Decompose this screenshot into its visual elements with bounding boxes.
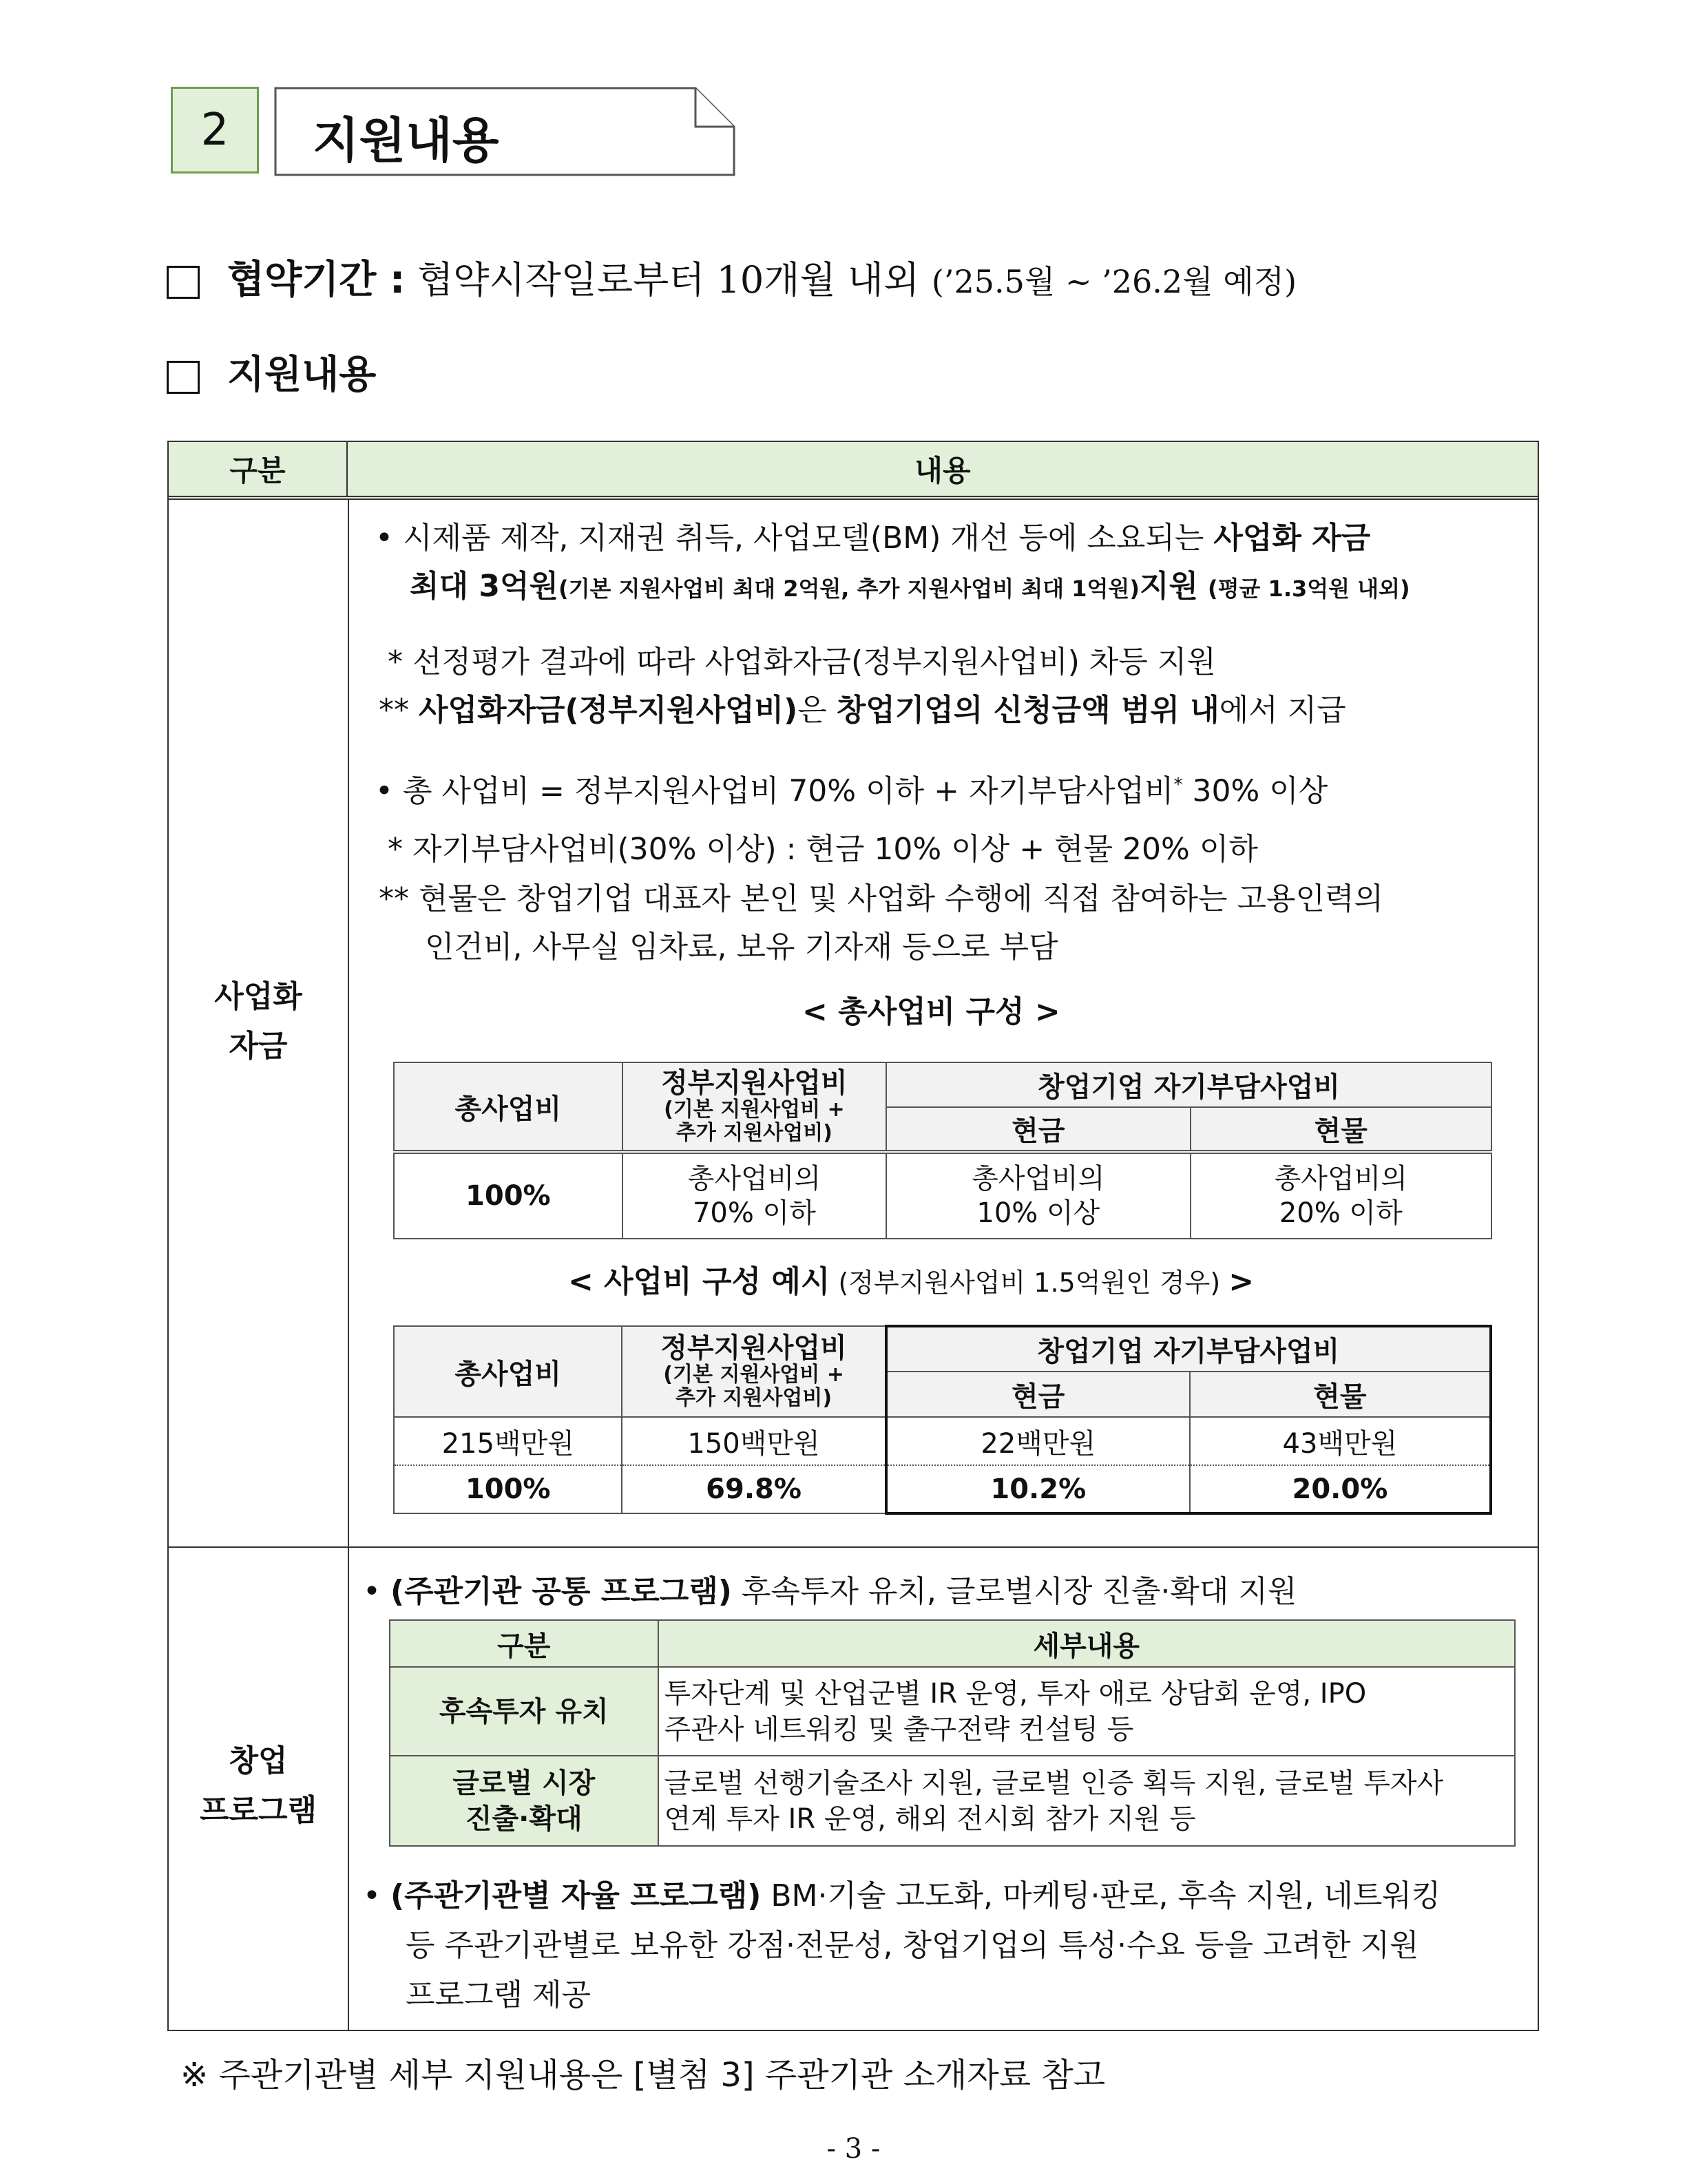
ex-ratio-cash: 10.2% [886,1465,1190,1513]
ex-ratio-gov: 69.8% [622,1465,886,1513]
composition-caption: < 총사업비 구성 > [802,994,1060,1029]
support-heading-line [167,344,376,399]
support-table-header [169,442,1538,500]
prog-r1-detail: 투자단계 및 산업군별 IR 운영, 투자 애로 상담회 운영, IPO 주관사 네트워킹 및 출구전략 컨설팅 등 [658,1667,1515,1756]
note-in-kind-line2: 인건비, 사무실 임차료, 보유 기자재 등으로 부담 [425,930,1058,965]
bullet-autonomous-line3: 프로그램 제공 [406,1977,591,2013]
note-differential: * 선정평가 결과에 따라 사업화자금(정부지원사업비) 차등 지원 [388,644,1216,680]
bullet-autonomous-program: • (주관기관별 자율 프로그램) BM·기술 고도화, 마케팅·판로, 후속 지원, 네트워킹 [363,1878,1441,1913]
ex-h-self: 창업기업 자기부담사업비 [886,1326,1491,1372]
ex-h-total: 총사업비 [394,1326,622,1417]
ex-h-kind: 현물 [1190,1372,1491,1417]
ex-h-cash: 현금 [886,1372,1190,1417]
comp-cash: 총사업비의 10% 이상 [886,1152,1190,1239]
example-table [393,1325,1492,1515]
note-in-kind-line1: ** 현물은 창업기업 대표자 본인 및 사업화 수행에 직접 참여하는 고용인력의 [379,881,1383,916]
ex-ratio-total: 100% [394,1465,622,1513]
comp-total: 100% [394,1152,622,1239]
checkbox-square-icon [167,266,200,299]
period-line [167,249,1297,304]
ex-h-gov: 정부지원사업비 (기본 지원사업비 + 추가 지원사업비) [622,1326,886,1417]
support-heading: 지원내용 [227,353,377,397]
section-title-box [274,87,735,176]
prog-r1-cat: 후속투자 유치 [390,1667,658,1756]
ex-amount-total: 215백만원 [394,1417,622,1465]
bullet-common-program: • (주관기관 공통 프로그램) 후속투자 유치, 글로벌시장 진출·확대 지원 [363,1574,1297,1609]
comp-h-gov: 정부지원사업비 (기본 지원사업비 + 추가 지원사업비) [622,1062,887,1152]
section-title: 지원내용 [313,112,499,169]
support-table [167,441,1539,2031]
bullet-total-cost: • 총 사업비 = 정부지원사업비 70% 이하 + 자기부담사업비* 30% 이상 [375,773,1328,809]
section-number: 2 [171,87,259,174]
row-label-funding: 사업화 자금 [214,979,302,1064]
example-caption: < 사업비 구성 예시 (정부지원사업비 1.5억원인 경우) > [568,1264,1255,1299]
comp-gov: 총사업비의 70% 이하 [622,1152,887,1239]
period-note: (’25.5월 ~ ’26.2월 예정) [931,263,1297,300]
program-table [389,1619,1516,1847]
prog-r2-detail: 글로벌 선행기술조사 지원, 글로벌 인증 획득 지원, 글로벌 투자사 연계 투자 IR 운영, 해외 전시회 참가 지원 등 [658,1756,1515,1846]
composition-table [393,1062,1492,1239]
note-payment: ** 사업화자금(정부지원사업비)은 창업기업의 신청금액 범위 내에서 지급 [379,693,1346,728]
note-self-burden: * 자기부담사업비(30% 이상) : 현금 10% 이상 + 현물 20% 이하 [388,832,1258,867]
comp-h-self: 창업기업 자기부담사업비 [886,1062,1491,1107]
page-number: - 3 - [826,2133,881,2165]
period-label: 협약기간 : [227,258,406,302]
checkbox-square-icon [167,361,200,394]
header-content: 내용 [914,454,971,487]
prog-h-cat: 구분 [390,1620,658,1667]
bullet-autonomous-line2: 등 주관기관별로 보유한 강점·전문성, 창업기업의 특성·수요 등을 고려한 지원 [406,1928,1419,1963]
header-category: 구분 [169,442,348,496]
prog-h-detail: 세부내용 [658,1620,1515,1667]
row-label-program: 창업 프로그램 [199,1743,317,1828]
period-text: 협약시작일로부터 10개월 내외 [417,258,920,302]
ex-amount-cash: 22백만원 [886,1417,1190,1465]
comp-h-cash: 현금 [886,1107,1190,1152]
ex-amount-gov: 150백만원 [622,1417,886,1465]
ex-ratio-kind: 20.0% [1190,1465,1491,1513]
comp-kind: 총사업비의 20% 이하 [1191,1152,1491,1239]
prog-r2-cat: 글로벌 시장 진출·확대 [390,1756,658,1846]
bullet-funding-line1: • 시제품 제작, 지재권 취득, 사업모델(BM) 개선 등에 소요되는 사업화 자금 [375,521,1371,556]
comp-h-kind: 현물 [1191,1107,1491,1152]
ex-amount-kind: 43백만원 [1190,1417,1491,1465]
comp-h-total: 총사업비 [394,1062,622,1152]
bullet-funding-line2: 최대 3억원(기본 지원사업비 최대 2억원, 추가 지원사업비 최대 1억원)지원 (평균 1.3억원 내외) [410,569,1410,604]
footnote: ※ 주관기관별 세부 지원내용은 [별첨 3] 주관기관 소개자료 참고 [180,2056,1106,2094]
